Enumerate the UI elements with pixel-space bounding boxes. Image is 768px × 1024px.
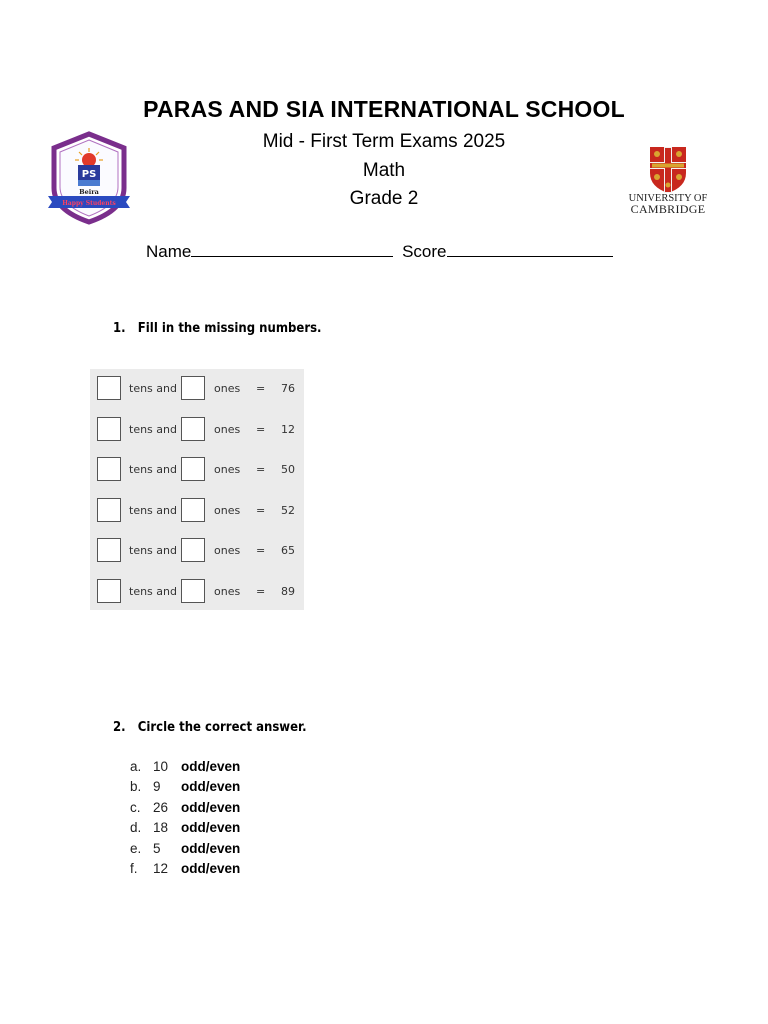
question-2-prompt: Circle the correct answer. — [137, 720, 307, 735]
tens-label: tens and — [129, 503, 177, 517]
tens-label: tens and — [129, 544, 177, 557]
ones-answer-box[interactable] — [181, 417, 205, 441]
ones-answer-box[interactable] — [181, 538, 205, 562]
logo-initials: PS — [81, 169, 97, 180]
item-letter: d. — [130, 820, 142, 836]
tens-label: tens and — [129, 382, 177, 395]
tens-answer-box[interactable] — [97, 376, 121, 400]
target-number: 12 — [281, 422, 295, 436]
item-number: 9 — [153, 779, 161, 795]
target-number: 52 — [281, 503, 295, 517]
tens-answer-box[interactable] — [97, 538, 121, 562]
grade-title: Grade 2 — [349, 188, 419, 209]
ones-label: ones — [214, 382, 241, 395]
logo-ribbon: Happy Students — [62, 200, 116, 207]
question-1-heading — [113, 321, 322, 336]
question-1-prompt: Fill in the missing numbers. — [137, 321, 322, 336]
odd-even-choice[interactable]: odd/even — [181, 860, 241, 876]
item-letter: c. — [130, 799, 141, 815]
name-blank[interactable] — [191, 240, 393, 257]
odd-even-choice[interactable]: odd/even — [181, 820, 241, 836]
item-number: 18 — [153, 820, 169, 836]
subject-title: Math — [362, 160, 406, 181]
item-number: 5 — [153, 840, 161, 856]
item-number: 10 — [153, 759, 169, 774]
place-value-row — [90, 572, 304, 612]
item-number: 12 — [153, 860, 169, 876]
ones-answer-box[interactable] — [181, 498, 205, 522]
tens-label: tens and — [129, 422, 177, 436]
question-2-heading — [113, 720, 307, 735]
odd-even-choice[interactable]: odd/even — [181, 779, 241, 795]
equals-sign: = — [256, 382, 266, 395]
equals-sign: = — [256, 584, 266, 598]
ones-label: ones — [214, 584, 241, 598]
exam-title: Mid - First Term Exams 2025 — [262, 131, 506, 152]
item-number: 26 — [153, 799, 169, 815]
odd-even-choice[interactable]: odd/even — [181, 799, 241, 815]
score-blank[interactable] — [447, 240, 613, 257]
odd-even-choice[interactable]: odd/even — [181, 840, 241, 856]
equals-sign: = — [256, 422, 266, 436]
ones-answer-box[interactable] — [181, 579, 205, 603]
name-label: Name — [146, 242, 192, 261]
item-letter: f. — [130, 860, 138, 876]
place-value-row — [90, 410, 304, 450]
tens-answer-box[interactable] — [97, 498, 121, 522]
ones-answer-box[interactable] — [181, 376, 205, 400]
score-label: Score — [402, 242, 447, 261]
item-letter: a. — [130, 759, 142, 774]
equals-sign: = — [256, 503, 266, 517]
target-number: 65 — [281, 544, 295, 557]
tens-label: tens and — [129, 584, 177, 598]
ones-label: ones — [214, 503, 241, 517]
cambridge-logo-line2: CAMBRIDGE — [630, 202, 706, 216]
name-score-line — [146, 240, 613, 262]
equals-sign: = — [256, 544, 266, 557]
place-value-row — [90, 450, 304, 490]
ones-answer-box[interactable] — [181, 457, 205, 481]
tens-answer-box[interactable] — [97, 457, 121, 481]
place-value-row — [90, 491, 304, 531]
tens-label: tens and — [129, 463, 177, 476]
place-value-row — [90, 531, 304, 571]
school-name: PARAS AND SIA INTERNATIONAL SCHOOL — [143, 96, 625, 122]
ones-label: ones — [214, 544, 241, 557]
cambridge-logo-line1: UNIVERSITY OF — [628, 193, 708, 204]
place-value-grid — [90, 369, 304, 610]
tens-answer-box[interactable] — [97, 579, 121, 603]
logo-city: Beira — [79, 188, 99, 196]
odd-even-choice[interactable]: odd/even — [181, 759, 241, 774]
tens-answer-box[interactable] — [97, 417, 121, 441]
equals-sign: = — [256, 463, 266, 476]
item-letter: b. — [130, 779, 142, 795]
target-number: 89 — [281, 584, 295, 598]
question-2-number: 2. — [113, 720, 126, 735]
place-value-row — [90, 369, 304, 409]
item-letter: e. — [130, 840, 142, 856]
ones-label: ones — [214, 422, 241, 436]
question-1-number: 1. — [113, 321, 126, 336]
ones-label: ones — [214, 463, 241, 476]
target-number: 50 — [281, 463, 295, 476]
target-number: 76 — [281, 382, 295, 395]
